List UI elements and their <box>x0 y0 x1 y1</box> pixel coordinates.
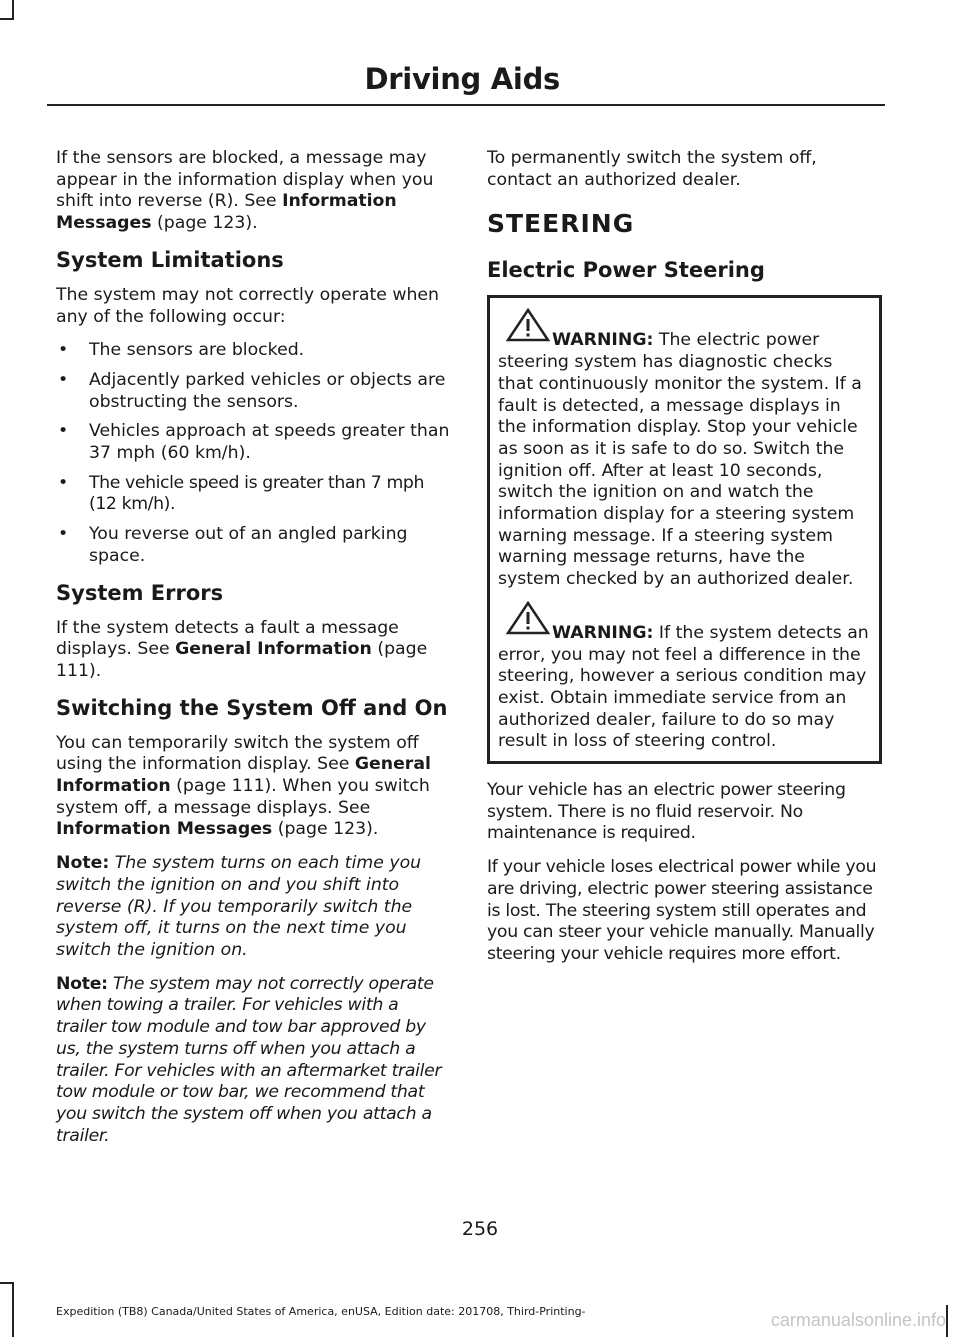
info-messages-link[interactable]: Information Messages <box>56 191 397 234</box>
list-item: • Vehicles approach at speeds greater than 37 mph (60 km/h). <box>58 421 450 464</box>
switching-heading: Switching the System Off and On <box>56 695 448 720</box>
note-trailer: Note: The system may not correctly operate when towing a trailer. For vehicles with a trailer tow module and tow bar approved by us, the system turns off when you attach a trailer. For vehicles with an aftermarket trailer tow module or tow bar, we recommend that you switch the system off when you attach a trailer. <box>56 973 442 1146</box>
warning-error: WARNING: If the system detects an error, you may not feel a difference in the steering, however a serious condition may exist. Obtain immediate service from an authorized dealer, failure to do so may result in loss of steering control. <box>498 623 871 753</box>
bullet-icon: • <box>58 340 69 361</box>
list-item: • Adjacently parked vehicles or objects are obstructing the sensors. <box>58 369 446 412</box>
bullet-icon: • <box>58 472 68 493</box>
warning-label: WARNING: <box>552 622 654 643</box>
limitations-intro: The system may not correctly operate when any of the following occur: <box>56 284 440 327</box>
system-limitations-heading: System Limitations <box>56 247 284 272</box>
power-loss-paragraph: If your vehicle loses electrical power while you are driving, electric power steering assistance is lost. The steering system still operates and you can steer your vehicle manually. Manually steering your vehicle requires more effort. <box>487 857 877 964</box>
crop-mark-bottom-left <box>12 1282 14 1337</box>
crop-mark-bottom-right <box>946 1305 948 1337</box>
crop-mark-top-left <box>12 0 14 20</box>
list-item: • You reverse out of an angled parking space. <box>58 524 408 566</box>
warning-box <box>487 295 882 764</box>
system-errors-heading: System Errors <box>56 580 224 605</box>
watermark-logo: carmanualsonline.info <box>770 1310 946 1330</box>
system-errors-paragraph: If the system detects a fault a message displays. See General Information (page 111). <box>56 617 428 681</box>
warning-diagnostic: WARNING: The electric power steering system has diagnostic checks that continuously monitor the system. If a fault is detected, a message displays in the information display. Stop your vehicle as soon as it is safe to do so. Switch the ignition off. After at least 10 seconds, switch the ignition on and watch the information display for a steering system warning message. If a steering system warning message returns, have the system checked by an authorized dealer. <box>498 330 871 590</box>
right-column <box>487 148 882 978</box>
note-label: Note: <box>56 853 110 874</box>
note-ignition: Note: The system turns on each time you switch the ignition on and you shift into reverse (R). If you temporarily switch the system off, it turns on the next time you switch the ignition on. <box>56 853 422 960</box>
crop-mark-bottom-left-h <box>0 1282 14 1284</box>
permanent-off-paragraph: To permanently switch the system off, contact an authorized dealer. <box>487 148 817 190</box>
note-label: Note: <box>56 973 108 994</box>
warning-triangle-icon <box>506 308 550 342</box>
warning-triangle-icon <box>506 601 550 635</box>
electric-power-steering-heading: Electric Power Steering <box>487 258 765 283</box>
eps-paragraph: Your vehicle has an electric power steering system. There is no fluid reservoir. No maintenance is required. <box>487 780 846 844</box>
bullet-icon: • <box>58 524 69 545</box>
list-item: • The vehicle speed is greater than 7 mph (12 km/h). <box>58 472 425 515</box>
info-messages-link[interactable]: Information Messages <box>56 819 273 840</box>
warning-label: WARNING: <box>552 330 654 351</box>
footer-edition: Expedition (TB8) Canada/United States of America, enUSA, Edition date: 201708, Third-Printing- <box>56 1305 586 1318</box>
list-item: • The sensors are blocked. <box>58 340 305 361</box>
page-number: 256 <box>461 1218 499 1240</box>
bullet-icon: • <box>58 421 69 442</box>
left-column <box>56 148 450 1159</box>
bullet-icon: • <box>58 369 69 390</box>
header-divider <box>47 104 885 106</box>
general-info-link[interactable]: General Information <box>56 754 431 797</box>
general-info-link[interactable]: General Information <box>175 639 372 660</box>
limitations-list <box>56 340 450 567</box>
crop-mark-top-left-h <box>0 18 14 20</box>
sensor-blocked-paragraph: If the sensors are blocked, a message may appear in the information display when you shift into reverse (R). See Information Messages (page 123). <box>56 148 434 234</box>
page-title: Driving Aids <box>364 62 560 96</box>
steering-section-heading: STEERING <box>487 209 635 239</box>
switching-paragraph: You can temporarily switch the system off using the information display. See General Information (page 111). When you switch system off, a message displays. See Information Messages (page 123). <box>56 732 431 840</box>
